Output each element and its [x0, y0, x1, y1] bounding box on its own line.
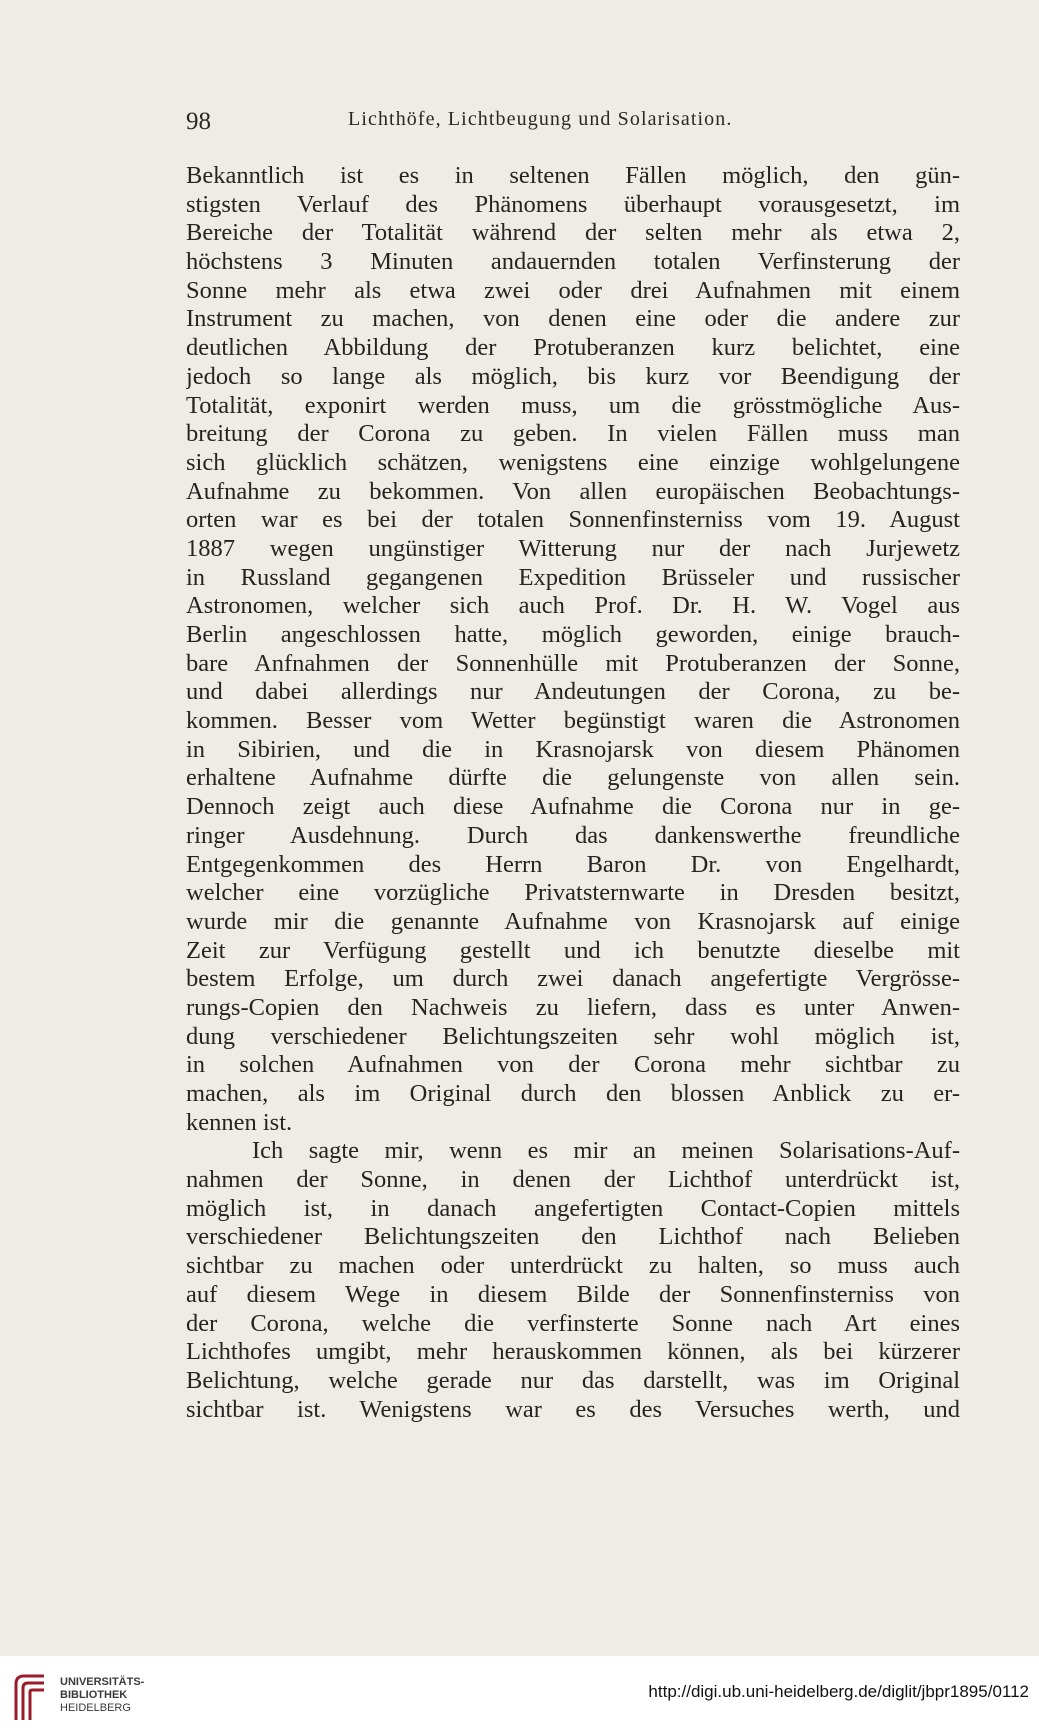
text-line: Berlin angeschlossen hatte, möglich geworden, einige brauch- — [186, 621, 960, 648]
text-line: wurde mir die genannte Aufnahme von Krasnojarsk auf einige — [186, 907, 960, 935]
text-line: und dabei allerdings nur Andeutungen der Corona, zu be- — [186, 678, 960, 706]
text-line: welcher eine vorzügliche Privatsternwarte in Dresden besitzt, — [186, 879, 960, 907]
viewer-footer — [0, 1656, 1039, 1734]
text-line: Bekanntlich ist es in seltenen Fällen möglich, den gün- — [186, 162, 960, 189]
text-line: 1887 wegen ungünstiger Witterung nur der nach Jurjewetz — [186, 534, 960, 562]
text-line: dung verschiedener Belichtungszeiten sehr wohl möglich ist, — [186, 1022, 960, 1050]
text-line: Entgegenkommen des Herrn Baron Dr. von Engelhardt, — [186, 850, 960, 878]
text-line: in Russland gegangenen Expedition Brüsseler und russischer — [186, 563, 960, 591]
text-line: ringer Ausdehnung. Durch das dankenswerthe freundliche — [186, 821, 960, 849]
text-line: in solchen Aufnahmen von der Corona mehr sichtbar zu — [186, 1051, 960, 1079]
text-line: möglich ist, in danach angefertigten Contact-Copien mittels — [186, 1194, 960, 1222]
text-line: Zeit zur Verfügung gestellt und ich benutzte dieselbe mit — [186, 936, 960, 964]
text-line: Aufnahme zu bekommen. Von allen europäischen Beobachtungs- — [186, 477, 960, 505]
text-line: auf diesem Wege in diesem Bilde der Sonnenfinsterniss von — [186, 1280, 960, 1308]
text-line: bare Anfnahmen der Sonnenhülle mit Protuberanzen der Sonne, — [186, 649, 960, 677]
text-line: Instrument zu machen, von denen eine oder die andere zur — [186, 305, 960, 333]
library-name — [60, 1676, 144, 1715]
text-line: der Corona, welche die verfinsterte Sonne nach Art eines — [186, 1309, 960, 1337]
page-number: 98 — [186, 108, 211, 135]
running-head: Lichthöfe, Lichtbeugung und Solarisation. — [348, 108, 733, 130]
library-name-line1: UNIVERSITÄTS- — [60, 1676, 145, 1688]
text-line: breitung der Corona zu geben. In vielen Fällen muss man — [186, 420, 960, 448]
text-line: kommen. Besser vom Wetter begünstigt waren die Astronomen — [186, 707, 960, 735]
text-line: Dennoch zeigt auch diese Aufnahme die Corona nur in ge- — [186, 793, 960, 821]
text-line: in Sibirien, und die in Krasnojarsk von diesem Phänomen — [186, 735, 960, 763]
text-line: deutlichen Abbildung der Protuberanzen kurz belichtet, eine — [186, 334, 960, 362]
text-line: erhaltene Aufnahme dürfte die gelungenste von allen sein. — [186, 764, 960, 792]
text-line: rungs-Copien den Nachweis zu liefern, dass es unter Anwen- — [186, 993, 960, 1021]
body-text — [186, 162, 960, 1424]
ub-heidelberg-logo-icon — [10, 1670, 50, 1724]
text-line: Bereiche der Totalität während der selten mehr als etwa 2, — [186, 219, 960, 247]
permalink-url[interactable]: http://digi.ub.uni-heidelberg.de/diglit/jbpr1895/0112 — [648, 1682, 1029, 1701]
text-line: höchstens 3 Minuten andauernden totalen Verfinsterung der — [186, 248, 960, 276]
text-line: nahmen der Sonne, in denen der Lichthof unterdrückt ist, — [186, 1166, 960, 1194]
text-line: sich glücklich schätzen, wenigstens eine einzige wohlgelungene — [186, 448, 960, 476]
text-line: Ich sagte mir, wenn es mir an meinen Solarisations-Auf- — [252, 1137, 960, 1165]
library-name-line2: BIBLIOTHEK — [60, 1689, 128, 1701]
text-line: sichtbar ist. Wenigstens war es des Versuches werth, und — [186, 1395, 960, 1423]
text-line: Sonne mehr als etwa zwei oder drei Aufnahmen mit einem — [186, 276, 960, 304]
text-line: stigsten Verlauf des Phänomens überhaupt vorausgesetzt, im — [186, 190, 960, 218]
text-line: orten war es bei der totalen Sonnenfinsterniss vom 19. August — [186, 506, 960, 534]
text-line: kennen ist. — [186, 1108, 293, 1136]
text-line: Lichthofes umgibt, mehr herauskommen können, als bei kürzerer — [186, 1338, 960, 1366]
text-line: Totalität, exponirt werden muss, um die grösstmögliche Aus- — [186, 391, 960, 419]
text-line: Astronomen, welcher sich auch Prof. Dr. H. W. Vogel aus — [186, 592, 960, 620]
text-line: Belichtung, welche gerade nur das darstellt, was im Original — [186, 1366, 960, 1394]
text-line: jedoch so lange als möglich, bis kurz vor Beendigung der — [186, 362, 960, 390]
text-line: sichtbar zu machen oder unterdrückt zu halten, so muss auch — [186, 1252, 960, 1280]
text-line: bestem Erfolge, um durch zwei danach angefertigte Vergrösse- — [186, 965, 960, 993]
library-name-line3: HEIDELBERG — [60, 1702, 131, 1714]
text-line: verschiedener Belichtungszeiten den Lichthof nach Belieben — [186, 1223, 960, 1251]
text-line: machen, als im Original durch den blossen Anblick zu er- — [186, 1080, 960, 1107]
